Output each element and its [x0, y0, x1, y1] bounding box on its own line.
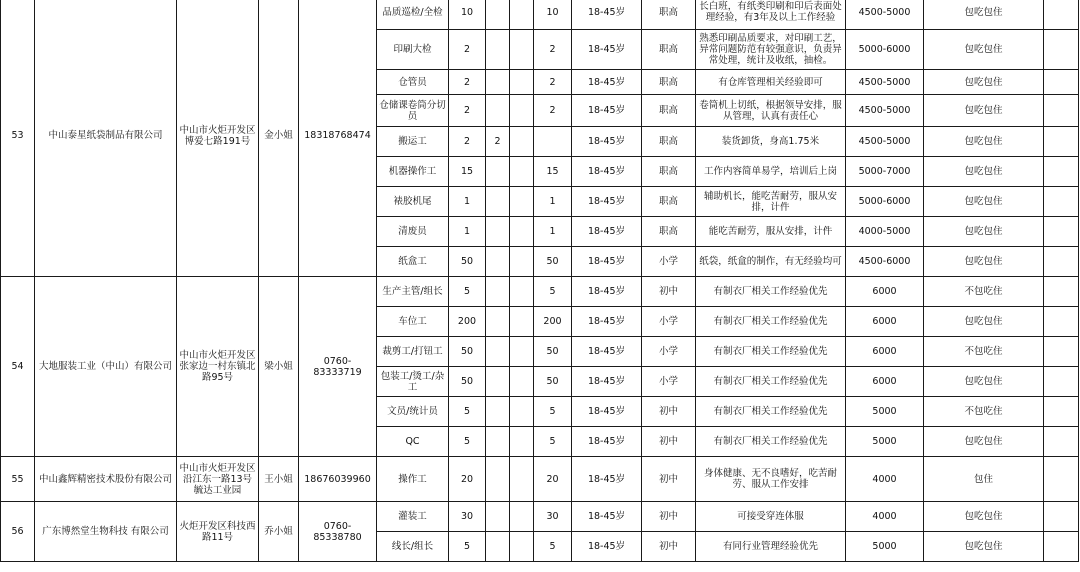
company-contact: 金小姐	[259, 0, 299, 277]
job-age: 18-45岁	[572, 70, 642, 95]
job-total: 2	[449, 127, 486, 157]
company-contact: 王小姐	[259, 457, 299, 502]
job-age: 18-45岁	[572, 30, 642, 70]
job-education: 职高	[642, 95, 696, 127]
job-total: 5	[449, 532, 486, 562]
job-total: 5	[449, 427, 486, 457]
empty-cell	[1044, 247, 1079, 277]
empty-cell	[1044, 95, 1079, 127]
job-female	[510, 532, 534, 562]
empty-cell	[1044, 187, 1079, 217]
job-requirement: 有同行业管理经验优先	[696, 532, 846, 562]
job-requirement: 装货卸货，身高1.75米	[696, 127, 846, 157]
job-female	[510, 502, 534, 532]
job-female	[510, 457, 534, 502]
job-education: 职高	[642, 187, 696, 217]
table-row	[1, 457, 1079, 502]
company-phone: 0760-83333719	[299, 277, 377, 457]
job-female	[510, 397, 534, 427]
job-requirement: 可接受穿连体服	[696, 502, 846, 532]
job-board: 包吃包住	[924, 532, 1044, 562]
job-requirement: 有制衣厂相关工作经验优先	[696, 397, 846, 427]
job-female	[510, 187, 534, 217]
job-board: 包吃包住	[924, 247, 1044, 277]
table-row	[1, 0, 1079, 30]
company-number: 56	[1, 502, 35, 562]
job-male	[486, 70, 510, 95]
job-salary: 4500-5000	[846, 70, 924, 95]
job-age: 18-45岁	[572, 367, 642, 397]
job-board: 包吃包住	[924, 70, 1044, 95]
job-requirement: 有仓库管理相关经验即可	[696, 70, 846, 95]
job-other: 50	[534, 337, 572, 367]
job-board: 包吃包住	[924, 367, 1044, 397]
job-board: 不包吃住	[924, 277, 1044, 307]
job-female	[510, 307, 534, 337]
company-phone: 0760-85338780	[299, 502, 377, 562]
empty-cell	[1044, 367, 1079, 397]
job-other	[534, 127, 572, 157]
job-requirement: 辅助机长，能吃苦耐劳，服从安排，计件	[696, 187, 846, 217]
job-salary: 4500-5000	[846, 127, 924, 157]
job-female	[510, 337, 534, 367]
job-requirement: 有制衣厂相关工作经验优先	[696, 337, 846, 367]
job-education: 初中	[642, 457, 696, 502]
job-salary: 4500-6000	[846, 247, 924, 277]
company-number: 54	[1, 277, 35, 457]
job-age: 18-45岁	[572, 217, 642, 247]
job-requirement: 卷筒机上切纸，根据领导安排，服从管理，认真有责任心	[696, 95, 846, 127]
job-position: 机器操作工	[377, 157, 449, 187]
company-address: 火炬开发区科技西路11号	[177, 502, 259, 562]
job-position: 操作工	[377, 457, 449, 502]
job-salary: 4000	[846, 502, 924, 532]
job-salary: 5000-7000	[846, 157, 924, 187]
company-name: 中山泰星纸袋制品有限公司	[35, 0, 177, 277]
job-male: 2	[486, 127, 510, 157]
job-total: 1	[449, 187, 486, 217]
company-name: 大地服装工业（中山）有限公司	[35, 277, 177, 457]
job-male	[486, 30, 510, 70]
job-salary: 6000	[846, 307, 924, 337]
job-other: 20	[534, 457, 572, 502]
job-male	[486, 0, 510, 30]
job-female	[510, 30, 534, 70]
job-other: 5	[534, 532, 572, 562]
job-position: 仓储课卷筒分切员	[377, 95, 449, 127]
job-position: 包装工/烫工/杂工	[377, 367, 449, 397]
job-board: 包吃包住	[924, 157, 1044, 187]
job-total: 2	[449, 30, 486, 70]
job-salary: 4000-5000	[846, 217, 924, 247]
job-education: 初中	[642, 277, 696, 307]
job-salary: 4500-5000	[846, 95, 924, 127]
job-age: 18-45岁	[572, 187, 642, 217]
job-board: 不包吃住	[924, 337, 1044, 367]
empty-cell	[1044, 217, 1079, 247]
job-board: 包吃包住	[924, 0, 1044, 30]
job-board: 包吃包住	[924, 95, 1044, 127]
job-salary: 5000	[846, 427, 924, 457]
job-requirement: 能吃苦耐劳，服从安排，计件	[696, 217, 846, 247]
job-education: 职高	[642, 157, 696, 187]
job-total: 15	[449, 157, 486, 187]
job-position: QC	[377, 427, 449, 457]
job-salary: 4000	[846, 457, 924, 502]
company-address: 中山市火炬开发区沿江东一路13号毓达工业园	[177, 457, 259, 502]
job-other: 5	[534, 427, 572, 457]
empty-cell	[1044, 397, 1079, 427]
job-position: 线长/组长	[377, 532, 449, 562]
job-education: 职高	[642, 70, 696, 95]
job-total: 2	[449, 70, 486, 95]
job-total: 50	[449, 337, 486, 367]
job-board: 包吃包住	[924, 30, 1044, 70]
job-male	[486, 307, 510, 337]
job-female	[510, 427, 534, 457]
job-male	[486, 187, 510, 217]
job-other: 30	[534, 502, 572, 532]
job-other: 5	[534, 277, 572, 307]
job-requirement: 长白班，有纸类印刷和印后表面处理经验，有3年及以上工作经验	[696, 0, 846, 30]
job-salary: 6000	[846, 337, 924, 367]
job-education: 初中	[642, 427, 696, 457]
job-female	[510, 367, 534, 397]
job-position: 文员/统计员	[377, 397, 449, 427]
job-salary: 5000-6000	[846, 30, 924, 70]
company-phone: 18676039960	[299, 457, 377, 502]
job-requirement: 纸袋，纸盒的制作，有无经验均可	[696, 247, 846, 277]
job-age: 18-45岁	[572, 397, 642, 427]
job-board: 包吃包住	[924, 502, 1044, 532]
job-total: 30	[449, 502, 486, 532]
job-total: 200	[449, 307, 486, 337]
job-age: 18-45岁	[572, 277, 642, 307]
job-position: 车位工	[377, 307, 449, 337]
job-male	[486, 157, 510, 187]
empty-cell	[1044, 502, 1079, 532]
job-other: 50	[534, 367, 572, 397]
empty-cell	[1044, 0, 1079, 30]
job-male	[486, 532, 510, 562]
job-other: 1	[534, 217, 572, 247]
job-other: 200	[534, 307, 572, 337]
job-other: 10	[534, 0, 572, 30]
job-education: 职高	[642, 0, 696, 30]
job-age: 18-45岁	[572, 95, 642, 127]
empty-cell	[1044, 427, 1079, 457]
job-education: 职高	[642, 217, 696, 247]
job-male	[486, 217, 510, 247]
job-position: 裁剪工/打钮工	[377, 337, 449, 367]
job-total: 50	[449, 367, 486, 397]
job-position: 清废员	[377, 217, 449, 247]
job-female	[510, 95, 534, 127]
job-other: 2	[534, 95, 572, 127]
job-age: 18-45岁	[572, 127, 642, 157]
empty-cell	[1044, 30, 1079, 70]
job-position: 裱胶机尾	[377, 187, 449, 217]
job-position: 印刷大检	[377, 30, 449, 70]
job-board: 包吃包住	[924, 217, 1044, 247]
job-requirement: 身体健康、无不良嗜好，吃苦耐劳、服从工作安排	[696, 457, 846, 502]
job-salary: 5000	[846, 397, 924, 427]
job-salary: 5000	[846, 532, 924, 562]
company-contact: 梁小姐	[259, 277, 299, 457]
job-male	[486, 427, 510, 457]
job-other: 2	[534, 30, 572, 70]
empty-cell	[1044, 457, 1079, 502]
job-total: 5	[449, 277, 486, 307]
job-other: 5	[534, 397, 572, 427]
job-salary: 4500-5000	[846, 0, 924, 30]
job-male	[486, 502, 510, 532]
job-salary: 6000	[846, 277, 924, 307]
company-contact: 乔小姐	[259, 502, 299, 562]
company-name: 广东博然堂生物科技 有限公司	[35, 502, 177, 562]
job-other: 2	[534, 70, 572, 95]
company-phone: 18318768474	[299, 0, 377, 277]
empty-cell	[1044, 70, 1079, 95]
job-female	[510, 247, 534, 277]
job-male	[486, 337, 510, 367]
job-requirement: 有制衣厂相关工作经验优先	[696, 427, 846, 457]
empty-cell	[1044, 277, 1079, 307]
job-male	[486, 367, 510, 397]
job-total: 5	[449, 397, 486, 427]
job-age: 18-45岁	[572, 157, 642, 187]
job-total: 50	[449, 247, 486, 277]
job-age: 18-45岁	[572, 0, 642, 30]
job-age: 18-45岁	[572, 457, 642, 502]
job-female	[510, 157, 534, 187]
job-requirement: 有制衣厂相关工作经验优先	[696, 277, 846, 307]
company-number: 53	[1, 0, 35, 277]
job-requirement: 有制衣厂相关工作经验优先	[696, 367, 846, 397]
job-age: 18-45岁	[572, 502, 642, 532]
job-male	[486, 277, 510, 307]
job-salary: 5000-6000	[846, 187, 924, 217]
job-female	[510, 217, 534, 247]
job-age: 18-45岁	[572, 427, 642, 457]
job-other: 15	[534, 157, 572, 187]
job-education: 小学	[642, 337, 696, 367]
job-total: 10	[449, 0, 486, 30]
job-position: 纸盒工	[377, 247, 449, 277]
company-address: 中山市火炬开发区博爱七路191号	[177, 0, 259, 277]
empty-cell	[1044, 157, 1079, 187]
job-total: 2	[449, 95, 486, 127]
job-education: 初中	[642, 502, 696, 532]
job-female	[510, 277, 534, 307]
job-age: 18-45岁	[572, 337, 642, 367]
job-position: 品质巡检/全检	[377, 0, 449, 30]
job-board: 不包吃住	[924, 397, 1044, 427]
empty-cell	[1044, 307, 1079, 337]
table-row	[1, 502, 1079, 532]
job-age: 18-45岁	[572, 247, 642, 277]
company-number: 55	[1, 457, 35, 502]
job-female	[510, 70, 534, 95]
job-education: 初中	[642, 532, 696, 562]
company-name: 中山鑫辉精密技术股份有限公司	[35, 457, 177, 502]
job-male	[486, 247, 510, 277]
job-age: 18-45岁	[572, 532, 642, 562]
job-male	[486, 397, 510, 427]
job-education: 职高	[642, 30, 696, 70]
job-age: 18-45岁	[572, 307, 642, 337]
job-education: 小学	[642, 307, 696, 337]
job-requirement: 熟悉印刷品质要求，对印刷工艺，异常问题防范有较强意识，负责异常处理，统计及收纸，抽检。	[696, 30, 846, 70]
job-female	[510, 127, 534, 157]
job-male	[486, 457, 510, 502]
job-other: 50	[534, 247, 572, 277]
job-board: 包吃包住	[924, 307, 1044, 337]
job-education: 职高	[642, 127, 696, 157]
job-requirement: 有制衣厂相关工作经验优先	[696, 307, 846, 337]
job-position: 生产主管/组长	[377, 277, 449, 307]
job-requirement: 工作内容简单易学，培训后上岗	[696, 157, 846, 187]
table-row	[1, 277, 1079, 307]
job-education: 小学	[642, 247, 696, 277]
job-total: 1	[449, 217, 486, 247]
job-position: 仓管员	[377, 70, 449, 95]
job-board: 包吃包住	[924, 127, 1044, 157]
job-board: 包住	[924, 457, 1044, 502]
job-board: 包吃包住	[924, 187, 1044, 217]
job-male	[486, 95, 510, 127]
job-education: 小学	[642, 367, 696, 397]
job-board: 包吃包住	[924, 427, 1044, 457]
job-total: 20	[449, 457, 486, 502]
empty-cell	[1044, 127, 1079, 157]
job-salary: 6000	[846, 367, 924, 397]
job-position: 搬运工	[377, 127, 449, 157]
job-other: 1	[534, 187, 572, 217]
job-position: 灌装工	[377, 502, 449, 532]
job-education: 初中	[642, 397, 696, 427]
company-address: 中山市火炬开发区张家边一村东镇北路95号	[177, 277, 259, 457]
job-female	[510, 0, 534, 30]
empty-cell	[1044, 532, 1079, 562]
empty-cell	[1044, 337, 1079, 367]
